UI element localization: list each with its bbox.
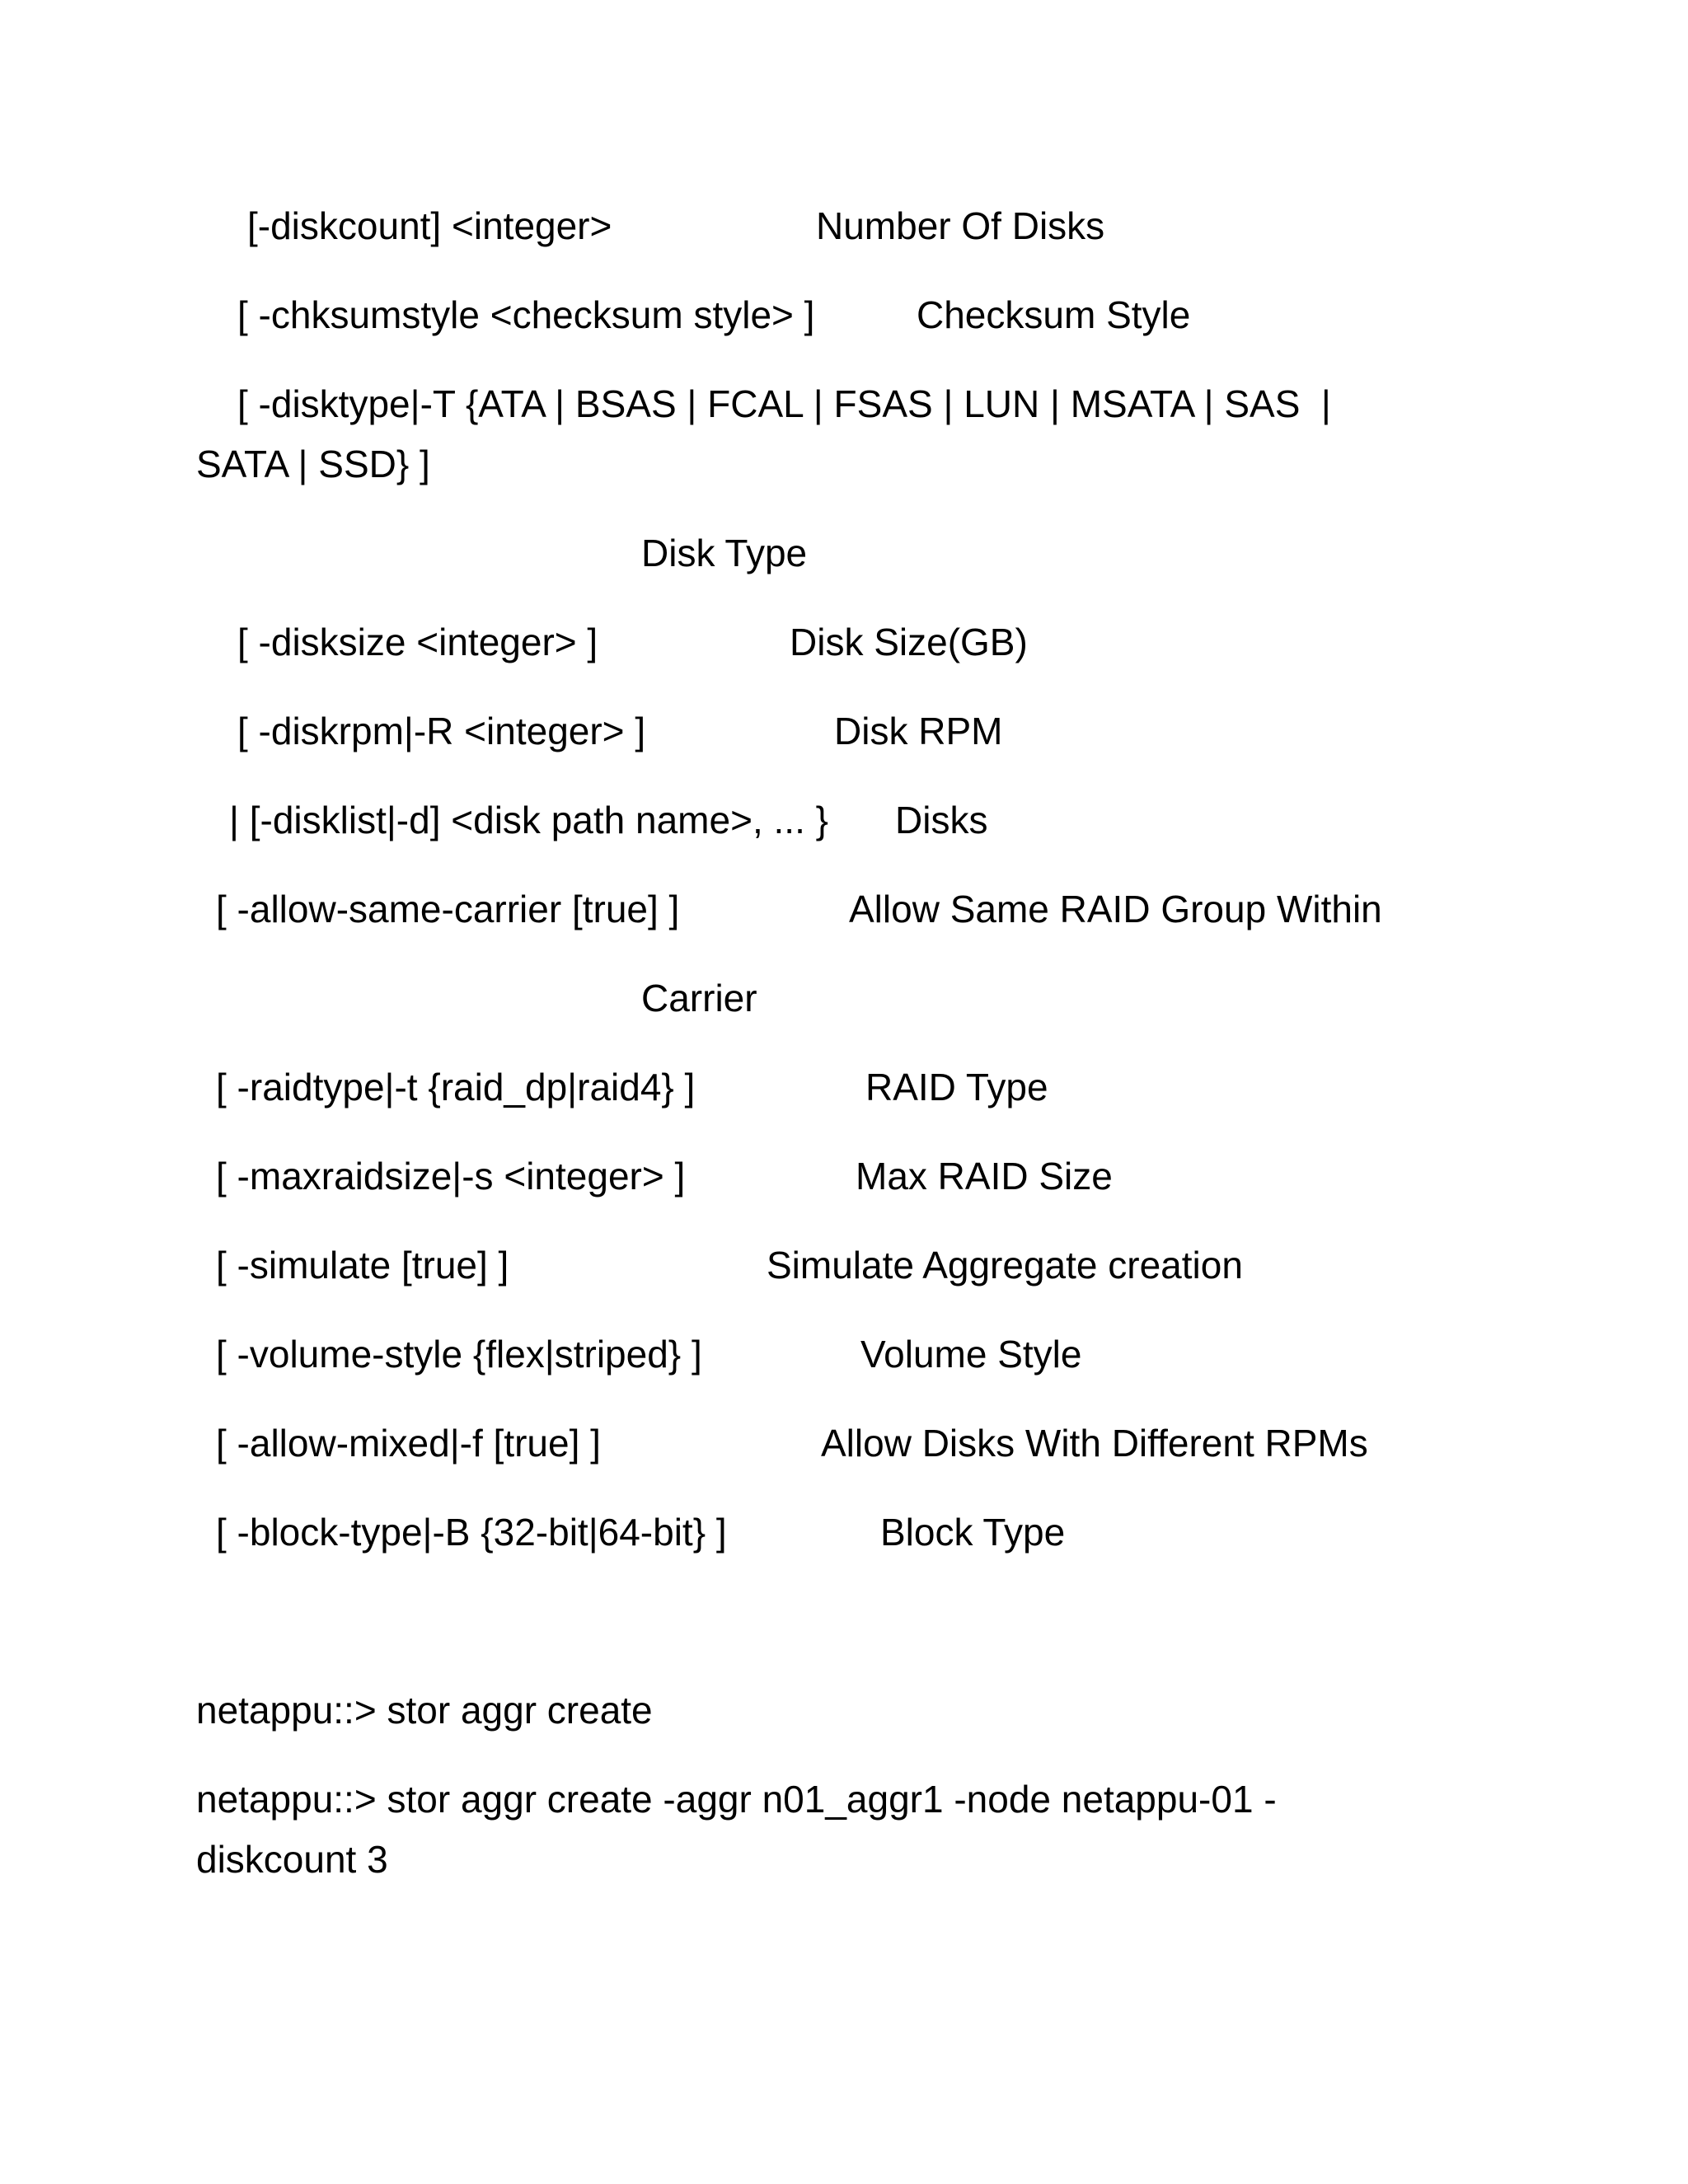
option-desc-maxraidsize: Max RAID Size xyxy=(856,1155,1113,1197)
option-flag-diskrpm: [ -diskrpm|-R <integer> ] xyxy=(237,710,646,752)
option-flag-volume-style: [ -volume-style {flex|striped} ] xyxy=(216,1333,702,1376)
option-desc-simulate: Simulate Aggregate creation xyxy=(767,1244,1243,1286)
option-flag-raidtype: [ -raidtype|-t {raid_dp|raid4} ] xyxy=(216,1066,696,1108)
option-desc-chksumstyle: Checksum Style xyxy=(917,293,1191,336)
option-flag-block-type: [ -block-type|-B {32-bit|64-bit} ] xyxy=(216,1511,727,1554)
option-desc-allow-mixed: Allow Disks With Different RPMs xyxy=(821,1422,1368,1465)
option-desc-allow-same-carrier: Allow Same RAID Group Within xyxy=(849,888,1382,930)
option-desc-allow-same-carrier-cont: Carrier xyxy=(641,977,757,1019)
command-line: netappu::> stor aggr create -aggr n01_aggr1 -node netappu-01 - xyxy=(196,1778,1277,1821)
option-flag-allow-mixed: [ -allow-mixed|-f [true] ] xyxy=(216,1422,601,1465)
option-desc-disklist: Disks xyxy=(895,799,988,841)
option-flag-maxraidsize: [ -maxraidsize|-s <integer> ] xyxy=(216,1155,686,1197)
option-desc-diskrpm: Disk RPM xyxy=(834,710,1003,752)
option-flag-disktype: [ -disktype|-T {ATA | BSAS | FCAL | FSAS | LUN | MSATA | SAS | xyxy=(237,382,1331,425)
option-flag-disksize: [ -disksize <integer> ] xyxy=(237,621,598,663)
option-flag-simulate: [ -simulate [true] ] xyxy=(216,1244,509,1286)
option-desc-disksize: Disk Size(GB) xyxy=(790,621,1028,663)
option-desc-diskcount: Number Of Disks xyxy=(816,204,1105,247)
option-flag-diskcount: [-diskcount] <integer> xyxy=(247,204,612,247)
option-desc-block-type: Block Type xyxy=(880,1511,1066,1554)
option-flag-chksumstyle: [ -chksumstyle <checksum style> ] xyxy=(237,293,815,336)
option-flag-allow-same-carrier: [ -allow-same-carrier [true] ] xyxy=(216,888,680,930)
command-line-cont: diskcount 3 xyxy=(196,1838,388,1881)
command-line: netappu::> stor aggr create xyxy=(196,1689,653,1732)
option-flag-disktype-cont: SATA | SSD} ] xyxy=(196,443,430,485)
option-desc-volume-style: Volume Style xyxy=(860,1333,1082,1376)
option-flag-disklist: | [-disklist|-d] <disk path name>, ... } xyxy=(229,799,828,841)
option-desc-raidtype: RAID Type xyxy=(865,1066,1048,1108)
option-desc-disktype: Disk Type xyxy=(641,532,808,574)
